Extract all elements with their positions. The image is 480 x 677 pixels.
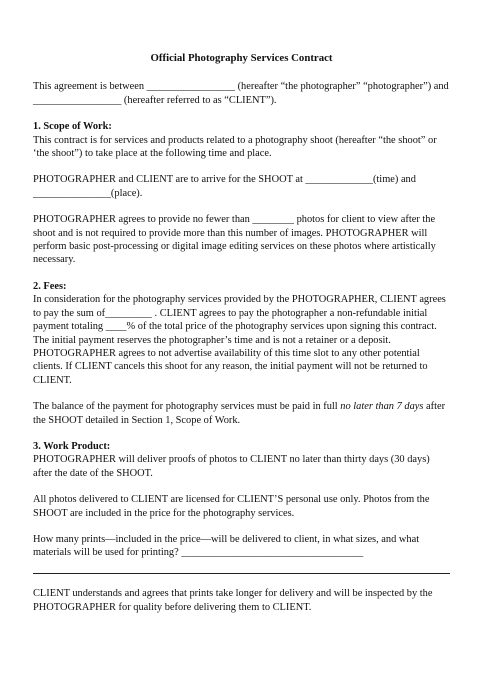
section-heading: 1. Scope of Work: xyxy=(33,121,112,133)
work-paragraph-4: CLIENT understands and agrees that prints take longer for delivery and will be inspected by the PHOTOGRAPHER for quality before delivering them to CLIENT. xyxy=(33,588,433,613)
answer-rule xyxy=(33,573,450,574)
section-fees xyxy=(33,280,450,427)
work-paragraph-2: All photos delivered to CLIENT are licensed for CLIENT’S personal use only. Photos from the SHOOT are included in the price for the photography services. xyxy=(33,494,430,519)
balance-text-emphasis: no later than 7 days xyxy=(340,401,424,413)
intro-paragraph: This agreement is between _________________ (hereafter “the photographer” “photographer”) and _________________ (hereafter referred to as “CLIENT”). xyxy=(33,81,449,106)
fees-balance-paragraph xyxy=(33,400,450,427)
balance-text-end: after the SHOOT detailed in Section 1, Scope of Work. xyxy=(33,401,446,426)
answer-blank-line xyxy=(33,560,450,573)
scope-paragraph-1: This contract is for services and products related to a photography shoot (hereafter “the shoot” or ‘the shoot”) to take place at the following time and place. xyxy=(33,134,437,160)
section-heading: 2. Fees: xyxy=(33,280,67,292)
work-paragraph-1: PHOTOGRAPHER will deliver proofs of photos to CLIENT no later than thirty days (30 days) after the date of the SHOOT. xyxy=(33,454,430,479)
section-heading: 3. Work Product: xyxy=(33,440,111,452)
fees-paragraph-1: In consideration for the photography services provided by the PHOTOGRAPHER, CLIENT agrees to pay the sum of_________ . CLIENT agrees to pay the photographer a non-refundable initial payment totaling ____% of the total price of the photography services upon signing this contract. The initial payment reserves the photographer’s time and is not a retainer or a deposit. PHOTOGRAPHER agrees to not advertise availability of this time slot to any other potential clients. If CLIENT cancels this shoot for any reason, the initial payment will not be returned to CLIENT. xyxy=(33,294,446,386)
section-scope-of-work xyxy=(33,120,450,267)
scope-paragraph-3: PHOTOGRAPHER agrees to provide no fewer than ________ photos for client to view after the shoot and is not required to provide more than this number of images. PHOTOGRAPHER will perform basic post-processing or digital image editing services on these photos where artistically necessary. xyxy=(33,214,436,266)
work-paragraph-3: How many prints—included in the price—will be delivered to client, in what sizes, and what materials will be used for printing? ___________________________________ xyxy=(33,533,420,559)
document-title: Official Photography Services Contract xyxy=(150,52,333,64)
scope-paragraph-2: PHOTOGRAPHER and CLIENT are to arrive for the SHOOT at _____________(time) and _______________(place). xyxy=(33,174,416,199)
section-work-product xyxy=(33,440,450,614)
balance-text-start: The balance of the payment for photography services must be paid in full xyxy=(33,401,341,413)
